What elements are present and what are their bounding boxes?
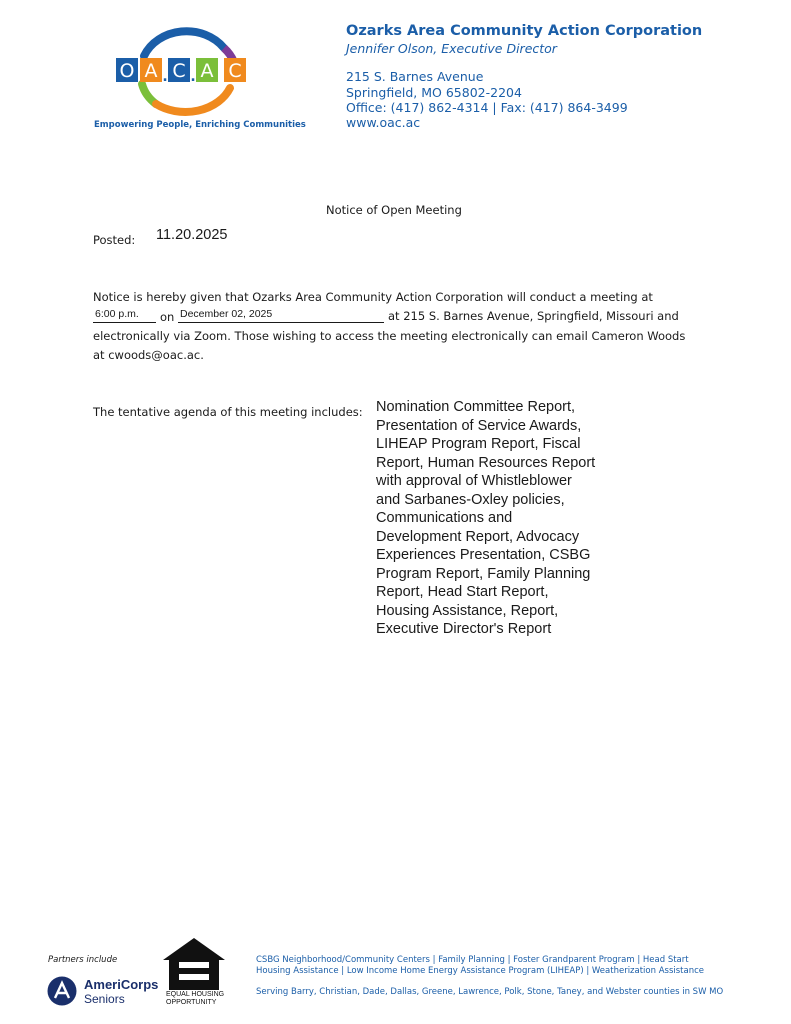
programs-line1: CSBG Neighborhood/Community Centers | Family Planning | Foster Grandparent Program | Head Start <box>256 955 689 965</box>
notice-paragraph-line3: electronically via Zoom. Those wishing to access the meeting electronically can email Cameron Woods <box>93 329 686 343</box>
americorps-icon <box>47 976 77 1006</box>
posted-date: 11.20.2025 <box>156 227 228 243</box>
phone-fax: Office: (417) 862-4314 | Fax: (417) 864-3499 <box>346 100 628 115</box>
agenda-line: and Sarbanes-Oxley policies, <box>376 491 565 508</box>
agenda-line: Presentation of Service Awards, <box>376 417 582 434</box>
executive-director: Jennifer Olson, Executive Director <box>346 41 557 56</box>
equal-housing-text <box>166 991 224 1007</box>
agenda-line: with approval of Whistleblower <box>376 473 572 489</box>
logo-dot: . <box>162 69 168 85</box>
agenda-line: LIHEAP Program Report, Fiscal <box>376 436 581 452</box>
address-line1: 215 S. Barnes Avenue <box>346 69 484 84</box>
agenda-line: Housing Assistance, Report, <box>376 602 559 619</box>
logo-letter: C <box>172 60 186 82</box>
agenda-line: Development Report, Advocacy <box>376 528 580 545</box>
eho-line1: EQUAL HOUSING <box>166 991 225 998</box>
agenda-list <box>376 398 626 639</box>
posted-label: Posted: <box>93 233 136 247</box>
oacac-logo <box>112 22 262 120</box>
equal-housing-icon <box>161 936 227 992</box>
on-word: on <box>160 310 175 324</box>
meeting-date-value: December 02, 2025 <box>180 308 273 320</box>
eho-line2: OPPORTUNITY <box>166 999 217 1006</box>
agenda-label: The tentative agenda of this meeting includes: <box>93 405 363 419</box>
agenda-line: Nomination Committee Report, <box>376 399 576 415</box>
notice-title: Notice of Open Meeting <box>326 203 462 217</box>
americorps-name: AmeriCorps <box>84 977 159 992</box>
logo-letter: A <box>144 60 158 82</box>
tagline: Empowering People, Enriching Communities <box>94 120 306 130</box>
logo-letter: C <box>228 60 242 82</box>
meeting-time-value: 6:00 p.m. <box>95 308 139 320</box>
meeting-time-field <box>93 308 156 323</box>
agenda-line: Report, Human Resources Report <box>376 454 596 471</box>
org-name: Ozarks Area Community Action Corporation <box>346 23 703 39</box>
website-link[interactable]: www.oac.ac <box>346 115 421 130</box>
logo-letter: A <box>200 60 214 82</box>
agenda-line: Program Report, Family Planning <box>376 565 591 582</box>
agenda-line: Experiences Presentation, CSBG <box>376 547 591 563</box>
partners-label: Partners include <box>48 955 118 965</box>
logo-letter: O <box>119 60 135 82</box>
agenda-line: Communications and <box>376 510 513 526</box>
notice-paragraph-line2: at 215 S. Barnes Avenue, Springfield, Missouri and <box>388 309 679 323</box>
programs-line2: Housing Assistance | Low Income Home Energy Assistance Program (LIHEAP) | Weatherization Assistance <box>256 966 705 976</box>
agenda-line: Report, Head Start Report, <box>376 584 549 600</box>
notice-paragraph-line4: at cwoods@oac.ac. <box>93 348 204 362</box>
notice-paragraph-line1: Notice is hereby given that Ozarks Area Community Action Corporation will conduct a meeting at <box>93 290 653 304</box>
meeting-date-field <box>178 308 384 323</box>
address-line2: Springfield, MO 65802-2204 <box>346 85 522 100</box>
logo-dot: . <box>190 69 196 85</box>
americorps-sub: Seniors <box>84 992 125 1006</box>
agenda-line: Executive Director's Report <box>376 621 552 637</box>
service-area: Serving Barry, Christian, Dade, Dallas, Greene, Lawrence, Polk, Stone, Taney, and Webster counties in SW MO <box>256 987 724 997</box>
